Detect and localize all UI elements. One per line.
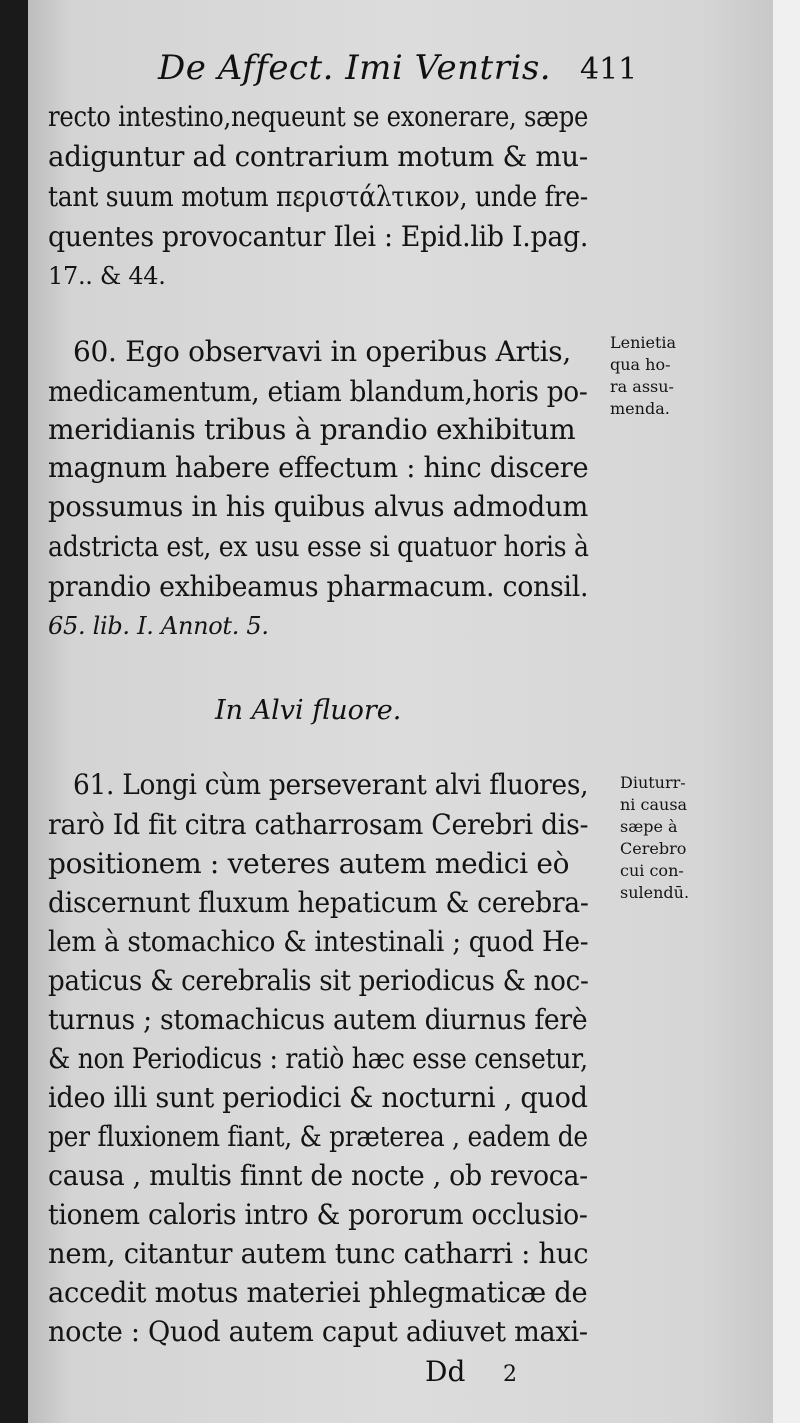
text-line: quentes provocantur Ilei : Epid.lib I.pag. xyxy=(48,220,589,253)
scan-edge xyxy=(773,0,800,1423)
text-line: adstricta est, ex usu esse si quatuor horis à xyxy=(48,530,589,563)
text-line: ideo illi sunt periodici & nocturni , quod xyxy=(48,1081,588,1114)
text-line: lem à stomachico & intestinali ; quod He- xyxy=(48,925,589,958)
text-line: 61. Longi cùm perseverant alvi fluores, xyxy=(73,768,589,801)
running-title: De Affect. Imi Ventris. xyxy=(158,48,552,88)
text-line: per fluxionem fiant, & præterea , eadem de xyxy=(48,1120,588,1153)
text-line: & non Periodicus : ratiò hæc esse censetur, xyxy=(48,1042,588,1075)
margin-note: Diuturr- ni causa sæpe à Cerebro cui con- sulendū. xyxy=(620,773,690,902)
signature-number: 2 xyxy=(503,1362,517,1387)
text-line: tant suum motum περιστάλτικον, unde fre- xyxy=(48,180,588,213)
text-line: tionem caloris intro & pororum occlusio- xyxy=(48,1198,588,1231)
text-line: possumus in his quibus alvus admodum xyxy=(48,490,589,523)
margin-note: Lenietia qua ho- ra assu- menda. xyxy=(610,333,677,418)
text-line: positionem : veteres autem medici eò xyxy=(48,847,570,880)
text-line: rarò Id fit citra catharrosam Cerebri dis- xyxy=(48,808,589,841)
text-line: medicamentum, etiam blandum,horis po- xyxy=(48,375,588,408)
text-line: nocte : Quod autem caput adiuvet maxi- xyxy=(48,1315,588,1348)
text-line: 65. lib. I. Annot. 5. xyxy=(48,612,269,640)
text-line: recto intestino,nequeunt se exonerare, sæpe xyxy=(48,100,589,133)
text-line: discernunt fluxum hepaticum & cerebra- xyxy=(48,886,589,919)
text-line: causa , multis finnt de nocte , ob revoca- xyxy=(48,1159,588,1192)
text-line: meridianis tribus à prandio exhibitum xyxy=(48,413,576,446)
signature-mark: Dd xyxy=(425,1355,466,1388)
text-line: paticus & cerebralis sit periodicus & noc- xyxy=(48,964,589,997)
text-line: prandio exhibeamus pharmacum. consil. xyxy=(48,570,589,603)
text-line: turnus ; stomachicus autem diurnus ferè xyxy=(48,1003,588,1036)
page-number: 411 xyxy=(580,52,638,87)
text-line: nem, citantur autem tunc catharri : huc xyxy=(48,1237,589,1270)
text-line: 17.. & 44. xyxy=(48,262,166,290)
section-heading: In Alvi fluore. xyxy=(215,695,402,726)
text-line: adiguntur ad contrarium motum & mu- xyxy=(48,140,588,173)
book-page xyxy=(28,0,773,1423)
text-line: 60. Ego observavi in operibus Artis, xyxy=(73,335,571,368)
text-line: accedit motus materiei phlegmaticæ de xyxy=(48,1276,588,1309)
text-line: magnum habere effectum : hinc discere xyxy=(48,451,589,484)
